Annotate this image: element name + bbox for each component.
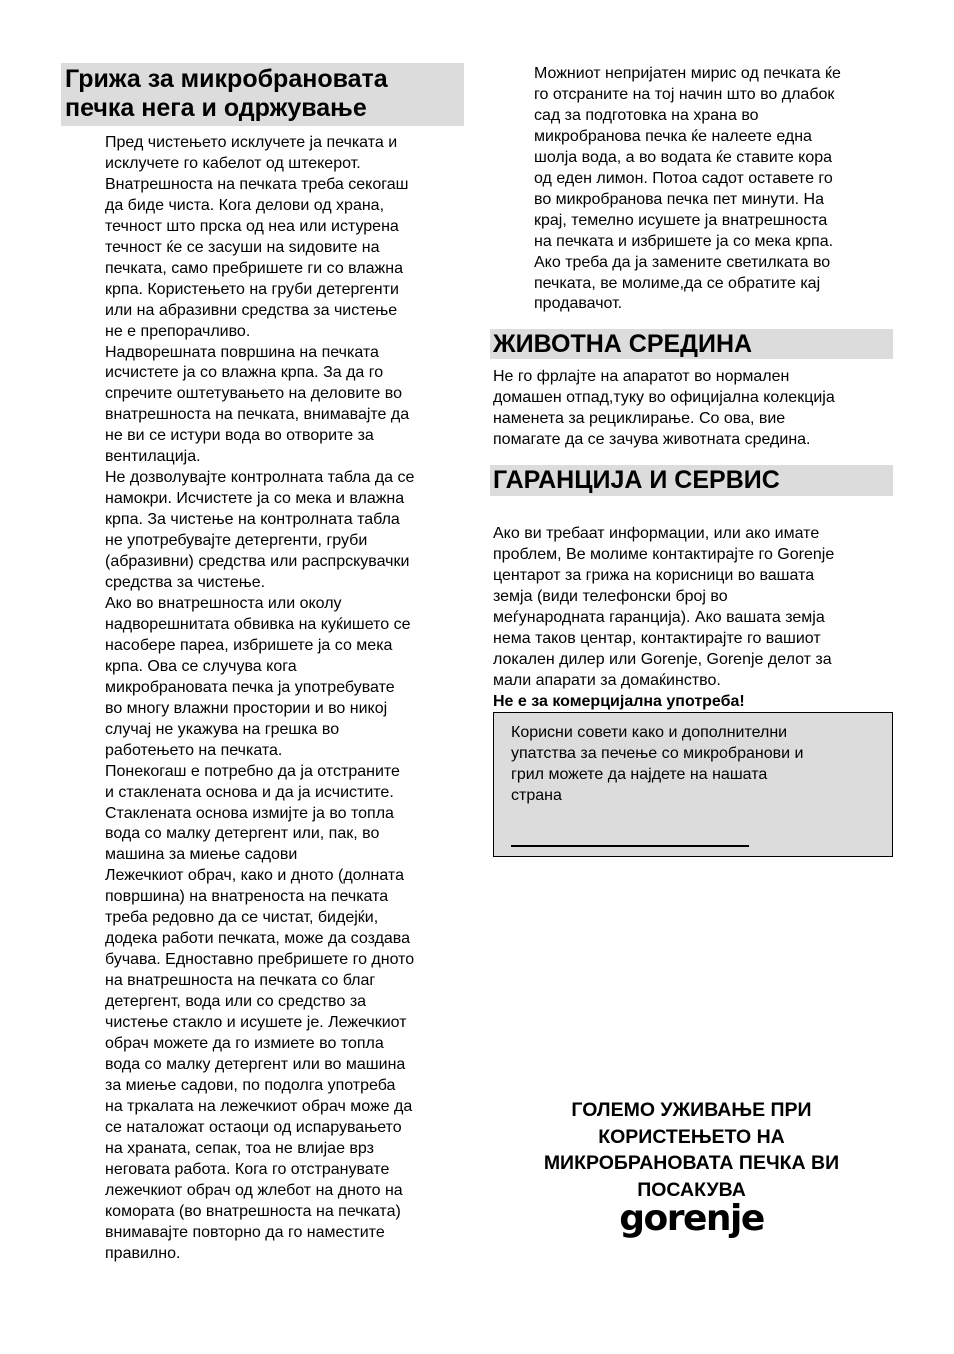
warranty-body-text: Ако ви требаат информации, или ако имате проблем, Ве молиме контактирајте го Gorenje центарот за грижа на корисници во вашата земја (види телефонски број во меѓународната гаранција). Ако вашата земја нема таков центар, контактирајте го вашиот локален дилер или Gorenje, Gorenje делот за мали апарати за домаќинство. xyxy=(493,524,835,689)
care-heading: Грижа за микробрановата печка нега и одржување xyxy=(61,63,464,126)
website-blank-line xyxy=(511,845,749,847)
environment-body-text: Не го фрлајте на апаратот во нормален домашен отпад,туку во официјална колекција наменета за рециклирање. Со ова, вие помагате да се зачува животната средина. xyxy=(493,368,835,448)
tips-text: Корисни совети како и дополнителни упатства за печење со микробранови и грил можете да најдете на нашата страна xyxy=(511,724,804,804)
warranty-section xyxy=(493,503,893,733)
tips-box xyxy=(493,712,893,857)
odor-removal-text: Можниот непријатен мирис од печката ќе го отсраните на тој начин што во длабок сад за подготовка на храна во микробранова печка ќе налеете една шолја вода, а во водата ќе ставите кора од еден лимон. Потоа садот оставете го во микробранова печка пет минути. На крај, темелно исушете ја внатрешноста на печката и избришете ја со мека крпа. Ако треба да ја замените светилката во печката, ве молиме,да се обратите кај продавачот. xyxy=(534,65,841,313)
non-commercial-note: Не е за комерцијална употреба! xyxy=(493,692,745,710)
gorenje-logo: gorenje xyxy=(619,1198,764,1239)
environment-heading: ЖИВОТНА СРЕДИНА xyxy=(490,329,893,359)
closing-message: ГОЛЕМО УЖИВАЊЕ ПРИ КОРИСТЕЊЕТО НА МИКРОБРАНОВАТА ПЕЧКА ВИ ПОСАКУВА xyxy=(543,1099,840,1201)
care-body-text: Пред чистењето исклучете ја печката и исклучете го кабелот од штекерот. Внатрешноста на печката треба секогаш да биде чиста. Кога делови од храна, течност што прска од неа или истурена течност ќе се засуши на ѕидовите на печката, само пребришете ги со влажна крпа. Користењето на груби детергенти или на абразивни средства за чистење не е препорачливо. Надворешната површина на печката исчистете ја со влажна крпа. За да го спречите оштетувањето на деловите во внатрешноста на печката, внимавајте да не ви се истури вода во отворите за вентилација. Не дозволувајте контролната табла да се намокри. Исчистете ја со мека и влажна крпа. За чистење на контролната табла не употребувајте детергенти, груби (абразивни) средства или распрскувачки средства за чистење. Ако во внатрешноста или околу надворешнитата обвивка на куќишето се насобере пареа, избришете ја со мека крпа. Ова се случува кога микробрановата печка ја употребувате во многу влажни простории и во никој случај не укажува на грешка во работењето на печката. Понекогаш е потребно да ја отстраните и стаклената основа и да ја исчистите. Стаклената основа измијте ја во топла вода со малку детергент или, пак, во машина за миење садови Лежечкиот обрач, како и дното (долната површина) на внатреноста на печката треба редовно да се чистат, бидејќи, додека работи печката, може да создава бучава. Едноставно пребришете го дното на внатрешноста на печката со благ детергент, вода или со средство за чистење стакло и исушете је. Лежечкиот обрач можете да го измиете во топла вода со малку детергент или во машина за миење садови, по подолга употреба на тркалата на лежечкиот обрач може да се наталожат остаоци од испарувањето на храната, сепак, тоа не влијае врз неговата работа. Кога го отстранувате лежечкиот обрач од жлебот на дното на комората (во внатрешноста на печката) внимавајте повторно да го наместите правилно. xyxy=(105,134,415,1262)
warranty-heading: ГАРАНЦИЈА И СЕРВИС xyxy=(490,465,893,496)
